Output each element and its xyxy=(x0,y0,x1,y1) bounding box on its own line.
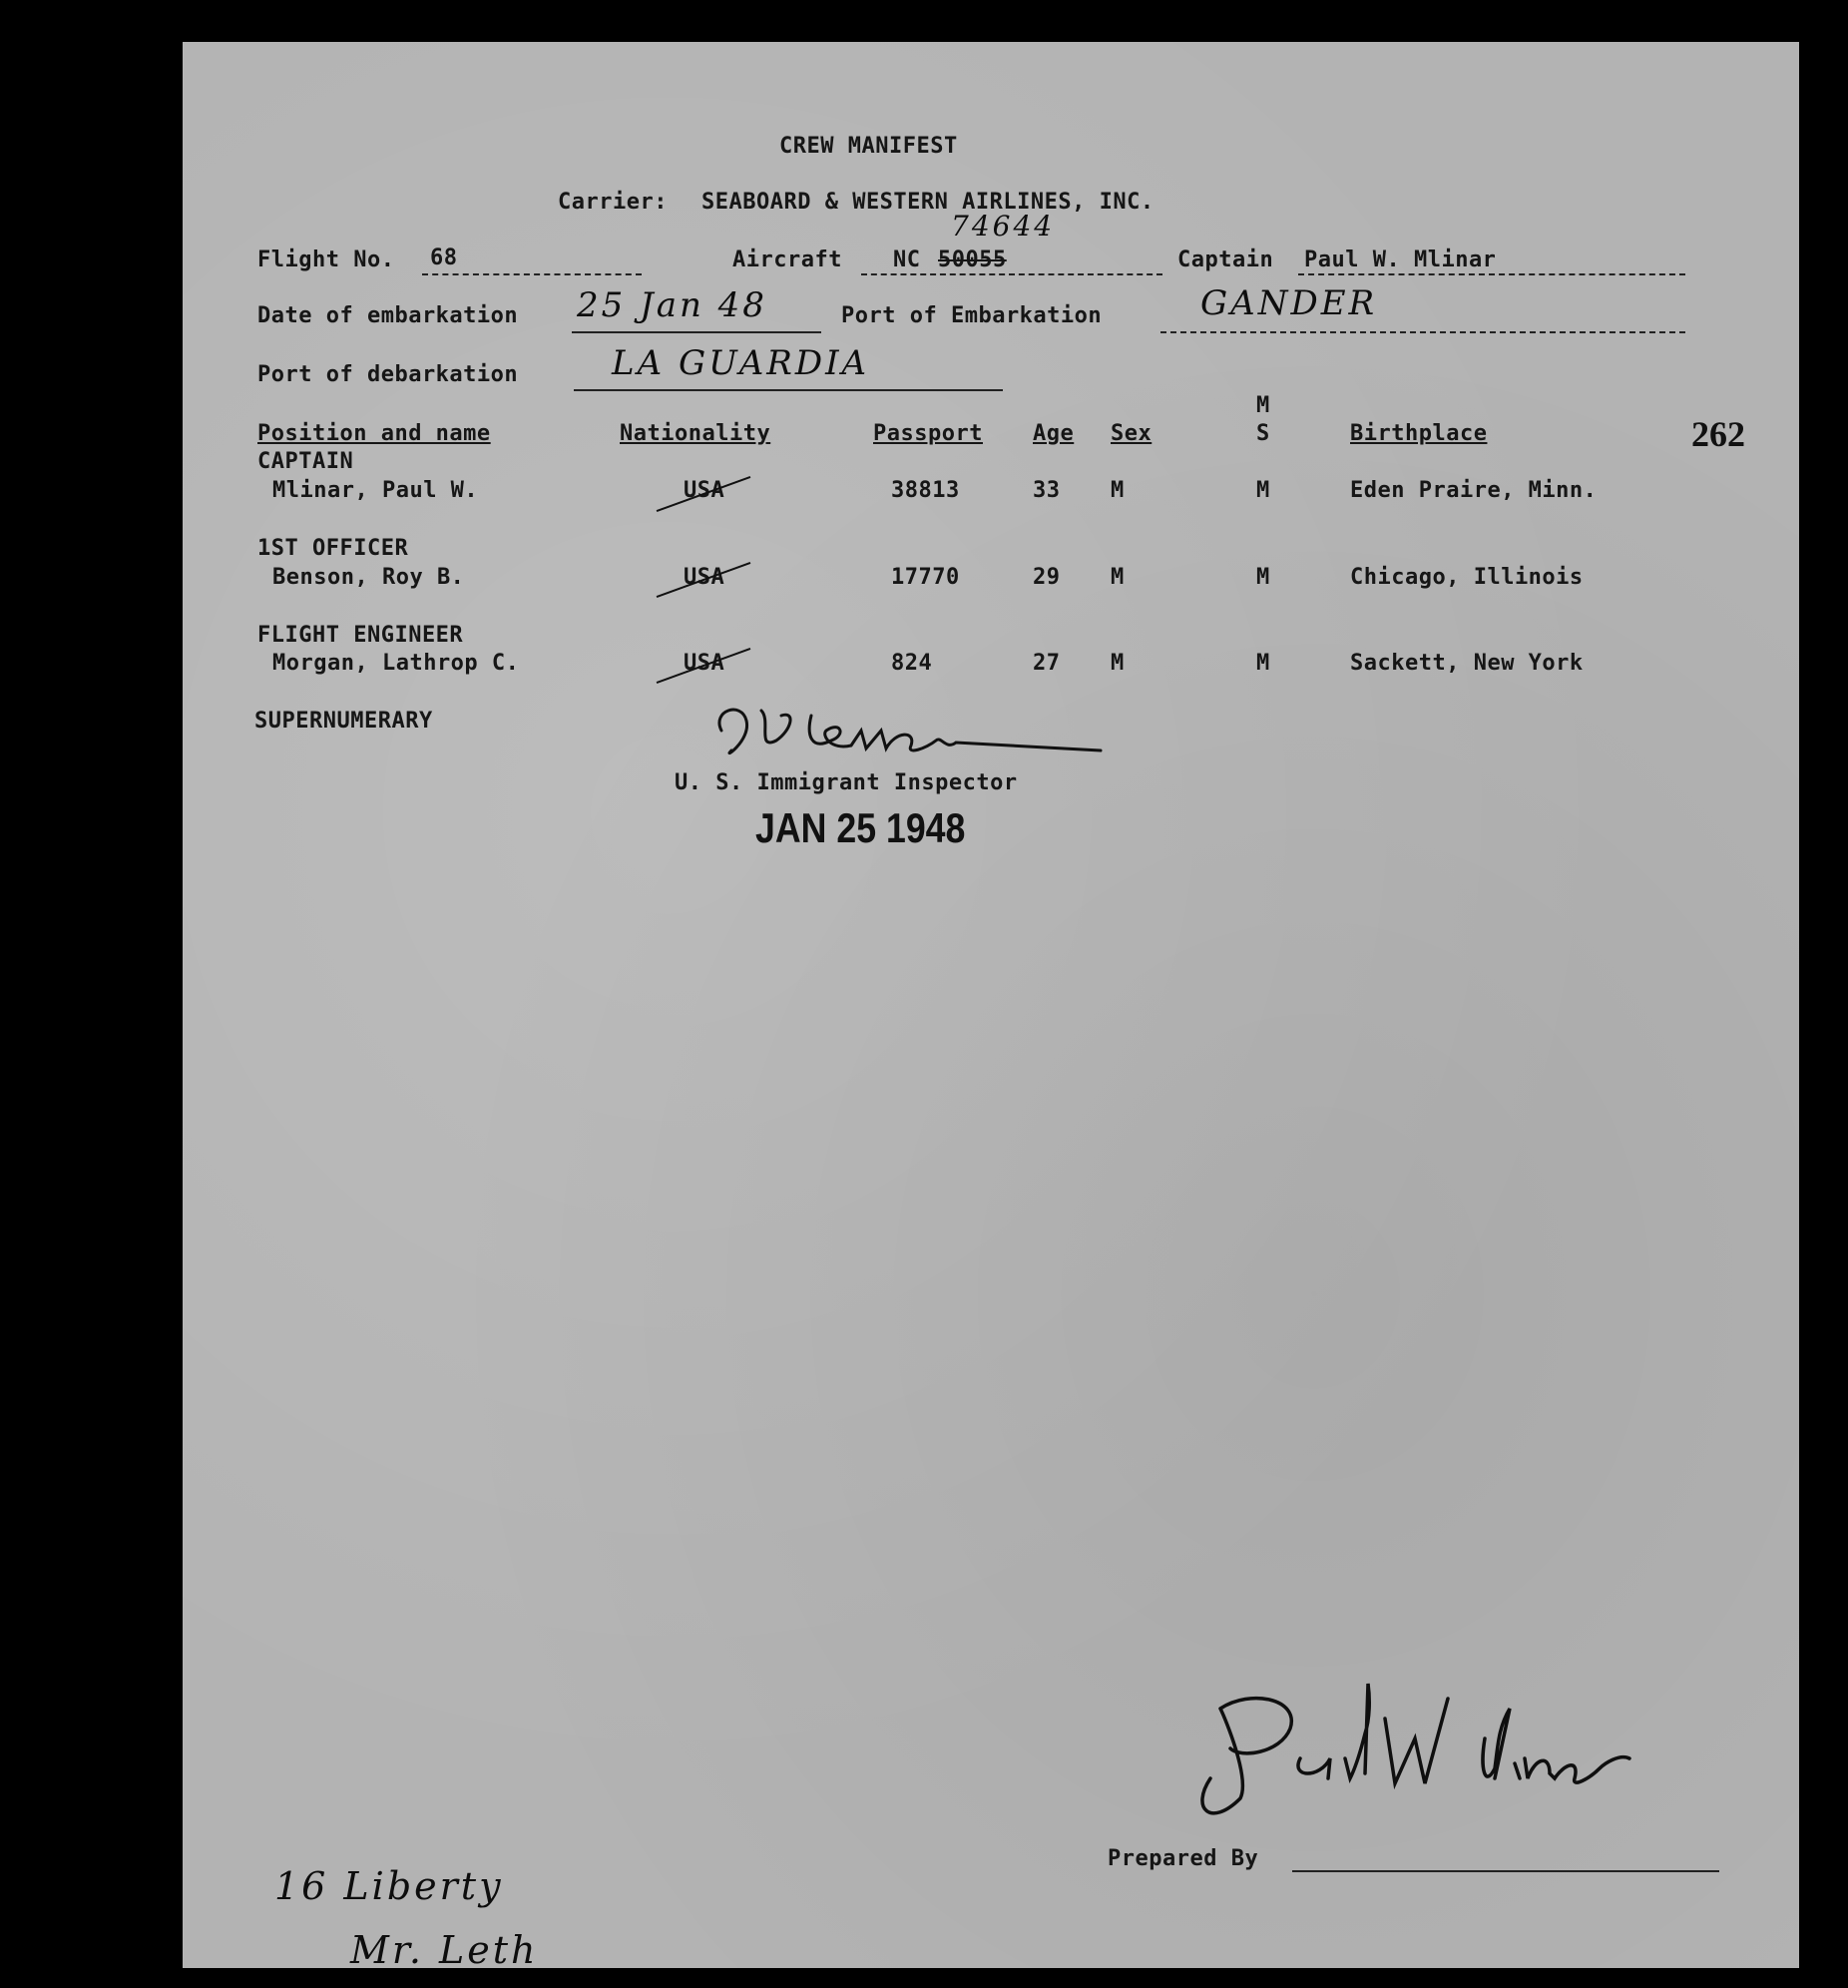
flight-number: 68 xyxy=(430,246,458,270)
row3-sex: M xyxy=(1111,651,1125,676)
port-embark-label: Port of Embarkation xyxy=(841,303,1103,328)
row3-position: FLIGHT ENGINEER xyxy=(257,623,464,648)
carrier-name: SEABOARD & WESTERN AIRLINES, INC. xyxy=(701,190,1155,215)
page-number: 262 xyxy=(1691,414,1745,454)
header-passport: Passport xyxy=(873,421,983,446)
aircraft-label: Aircraft xyxy=(732,248,842,272)
row3-nationality: USA xyxy=(684,651,725,676)
margin-note-2: Mr. Leth xyxy=(350,1928,539,1972)
row2-passport: 17770 xyxy=(891,565,960,590)
aircraft-prefix: NC xyxy=(893,248,921,272)
row3-name: Morgan, Lathrop C. xyxy=(272,651,520,676)
port-debark-label: Port of debarkation xyxy=(257,362,519,387)
header-nationality: Nationality xyxy=(620,421,771,446)
aircraft-struck-number: 50055 xyxy=(938,248,1007,272)
row3-marital: M xyxy=(1256,651,1270,676)
supernumerary-label: SUPERNUMERARY xyxy=(254,709,433,734)
header-marital-s: S xyxy=(1256,421,1270,446)
flight-underline xyxy=(422,273,642,275)
port-embark-value: GANDER xyxy=(1200,283,1378,323)
row3-passport: 824 xyxy=(891,651,933,676)
captain-signature xyxy=(1180,1679,1639,1828)
row3-birthplace: Sackett, New York xyxy=(1350,651,1584,676)
margin-note-1: 16 Liberty xyxy=(274,1864,504,1908)
port-embark-underline xyxy=(1160,331,1685,333)
row2-name: Benson, Roy B. xyxy=(272,565,465,590)
row1-position: CAPTAIN xyxy=(257,449,354,474)
header-age: Age xyxy=(1033,421,1075,446)
port-debark-value: LA GUARDIA xyxy=(612,343,870,383)
date-value: 25 Jan 48 xyxy=(577,285,767,325)
row1-nationality: USA xyxy=(684,478,725,503)
row2-nationality: USA xyxy=(684,565,725,590)
flight-label: Flight No. xyxy=(257,248,395,272)
row1-marital: M xyxy=(1256,478,1270,503)
date-stamp: JAN 25 1948 xyxy=(755,804,966,851)
document-title: CREW MANIFEST xyxy=(779,134,958,159)
date-label: Date of embarkation xyxy=(257,303,519,328)
captain-label: Captain xyxy=(1177,248,1274,272)
header-birthplace: Birthplace xyxy=(1350,421,1488,446)
row1-age: 33 xyxy=(1033,478,1061,503)
inspector-signature xyxy=(701,691,1121,780)
row2-age: 29 xyxy=(1033,565,1061,590)
port-debark-underline xyxy=(574,389,1003,391)
manifest-page xyxy=(183,42,1799,1972)
header-marital-m: M xyxy=(1256,393,1270,418)
prepared-by-line xyxy=(1292,1870,1719,1872)
inspector-title: U. S. Immigrant Inspector xyxy=(675,770,1018,795)
row1-sex: M xyxy=(1111,478,1125,503)
captain-underline xyxy=(1298,273,1685,275)
header-sex: Sex xyxy=(1111,421,1153,446)
row2-sex: M xyxy=(1111,565,1125,590)
row1-name: Mlinar, Paul W. xyxy=(272,478,479,503)
row1-birthplace: Eden Praire, Minn. xyxy=(1350,478,1598,503)
row3-age: 27 xyxy=(1033,651,1061,676)
header-position: Position and name xyxy=(257,421,491,446)
aircraft-underline xyxy=(861,273,1162,275)
row2-marital: M xyxy=(1256,565,1270,590)
carrier-label: Carrier: xyxy=(558,190,668,215)
row1-passport: 38813 xyxy=(891,478,960,503)
row2-birthplace: Chicago, Illinois xyxy=(1350,565,1584,590)
aircraft-handwritten-number: 74644 xyxy=(951,210,1056,243)
captain-name: Paul W. Mlinar xyxy=(1304,248,1497,272)
row2-position: 1ST OFFICER xyxy=(257,536,409,561)
prepared-by-label: Prepared By xyxy=(1108,1846,1259,1871)
date-underline xyxy=(572,331,821,333)
